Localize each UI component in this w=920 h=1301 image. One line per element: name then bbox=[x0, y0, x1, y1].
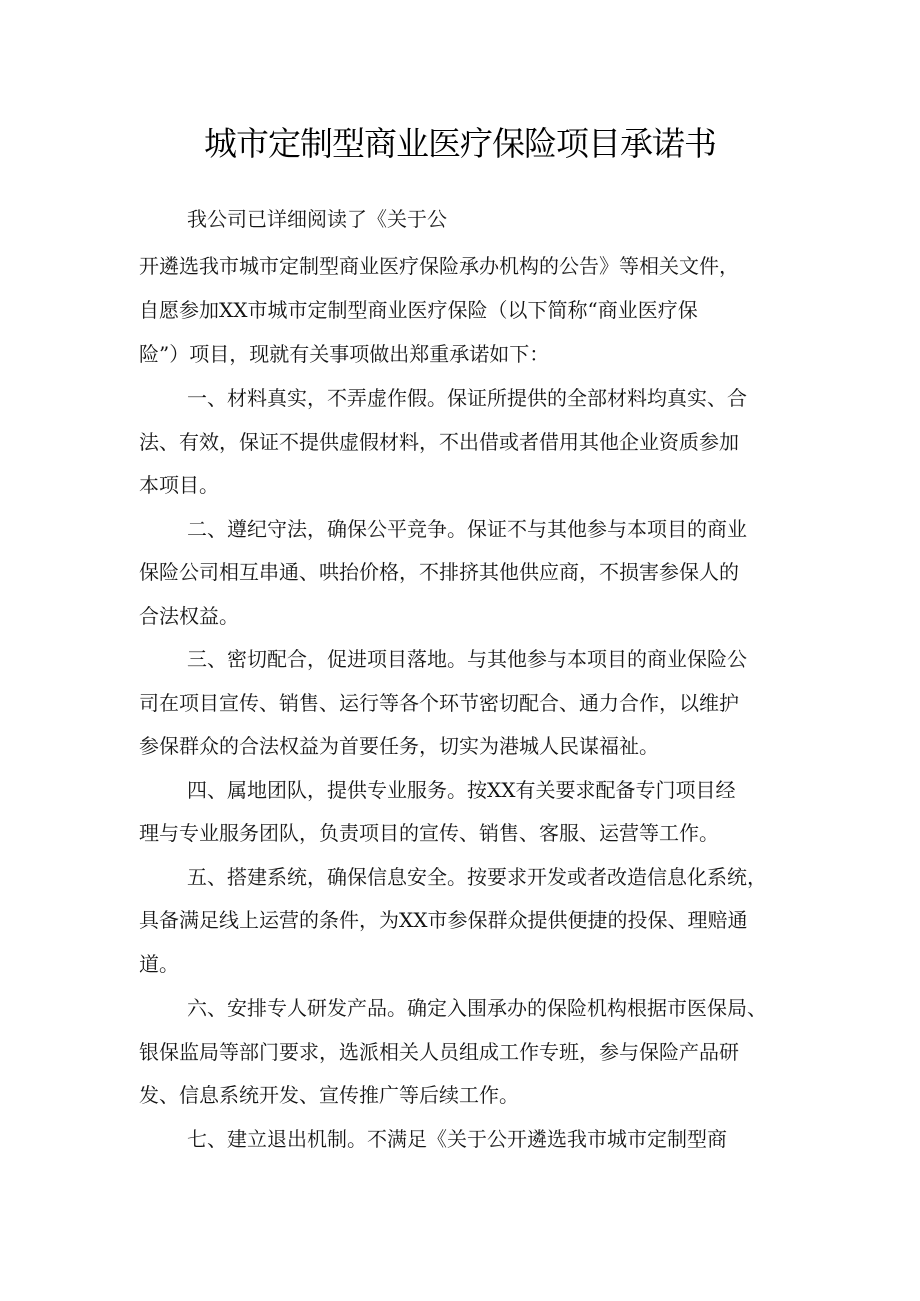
paragraph-line: 司在项目宣传、销售、运行等各个环节密切配合、通力合作，以维护 bbox=[139, 691, 739, 715]
paragraph-line: 本项目。 bbox=[139, 473, 219, 497]
paragraph-line: 自愿参加XX市城市定制型商业医疗保险（以下简称“商业医疗保 bbox=[139, 298, 698, 322]
paragraph-line: 我公司已详细阅读了《关于公 bbox=[187, 207, 447, 231]
paragraph-line: 四、属地团队，提供专业服务。按XX有关要求配备专门项目经 bbox=[187, 778, 736, 802]
paragraph-line: 五、搭建系统，确保信息安全。按要求开发或者改造信息化系统， bbox=[187, 865, 767, 889]
paragraph-line: 三、密切配合，促进项目落地。与其他参与本项目的商业保险公 bbox=[187, 647, 747, 671]
paragraph-line: 具备满足线上运营的条件，为XX市参保群众提供便捷的投保、理赔通 bbox=[139, 908, 748, 932]
paragraph-line: 险”）项目，现就有关事项做出郑重承诺如下： bbox=[139, 342, 550, 366]
paragraph-line: 保险公司相互串通、哄抬价格，不排挤其他供应商，不损害参保人的 bbox=[139, 560, 739, 584]
paragraph-line: 理与专业服务团队，负责项目的宣传、销售、客服、运营等工作。 bbox=[139, 821, 719, 845]
paragraph-line: 合法权益。 bbox=[139, 604, 239, 628]
paragraph-line: 七、建立退出机制。不满足《关于公开遴选我市城市定制型商 bbox=[187, 1127, 727, 1151]
paragraph-line: 道。 bbox=[139, 952, 179, 976]
paragraph-line: 银保监局等部门要求，选派相关人员组成工作专班，参与保险产品研 bbox=[139, 1040, 739, 1064]
paragraph-line: 开遴选我市城市定制型商业医疗保险承办机构的公告》等相关文件， bbox=[139, 254, 739, 278]
paragraph-line: 二、遵纪守法，确保公平竞争。保证不与其他参与本项目的商业 bbox=[187, 517, 747, 541]
paragraph-line: 法、有效，保证不提供虚假材料，不出借或者借用其他企业资质参加 bbox=[139, 430, 739, 454]
paragraph-line: 参保群众的合法权益为首要任务，切实为港城人民谋福祉。 bbox=[139, 734, 659, 758]
paragraph-line: 一、材料真实，不弄虚作假。保证所提供的全部材料均真实、合 bbox=[187, 386, 747, 410]
document-title: 城市定制型商业医疗保险项目承诺书 bbox=[204, 124, 716, 163]
paragraph-line: 六、安排专人研发产品。确定入围承办的保险机构根据市医保局、 bbox=[187, 996, 767, 1020]
paragraph-line: 发、信息系统开发、宣传推广等后续工作。 bbox=[139, 1083, 519, 1107]
